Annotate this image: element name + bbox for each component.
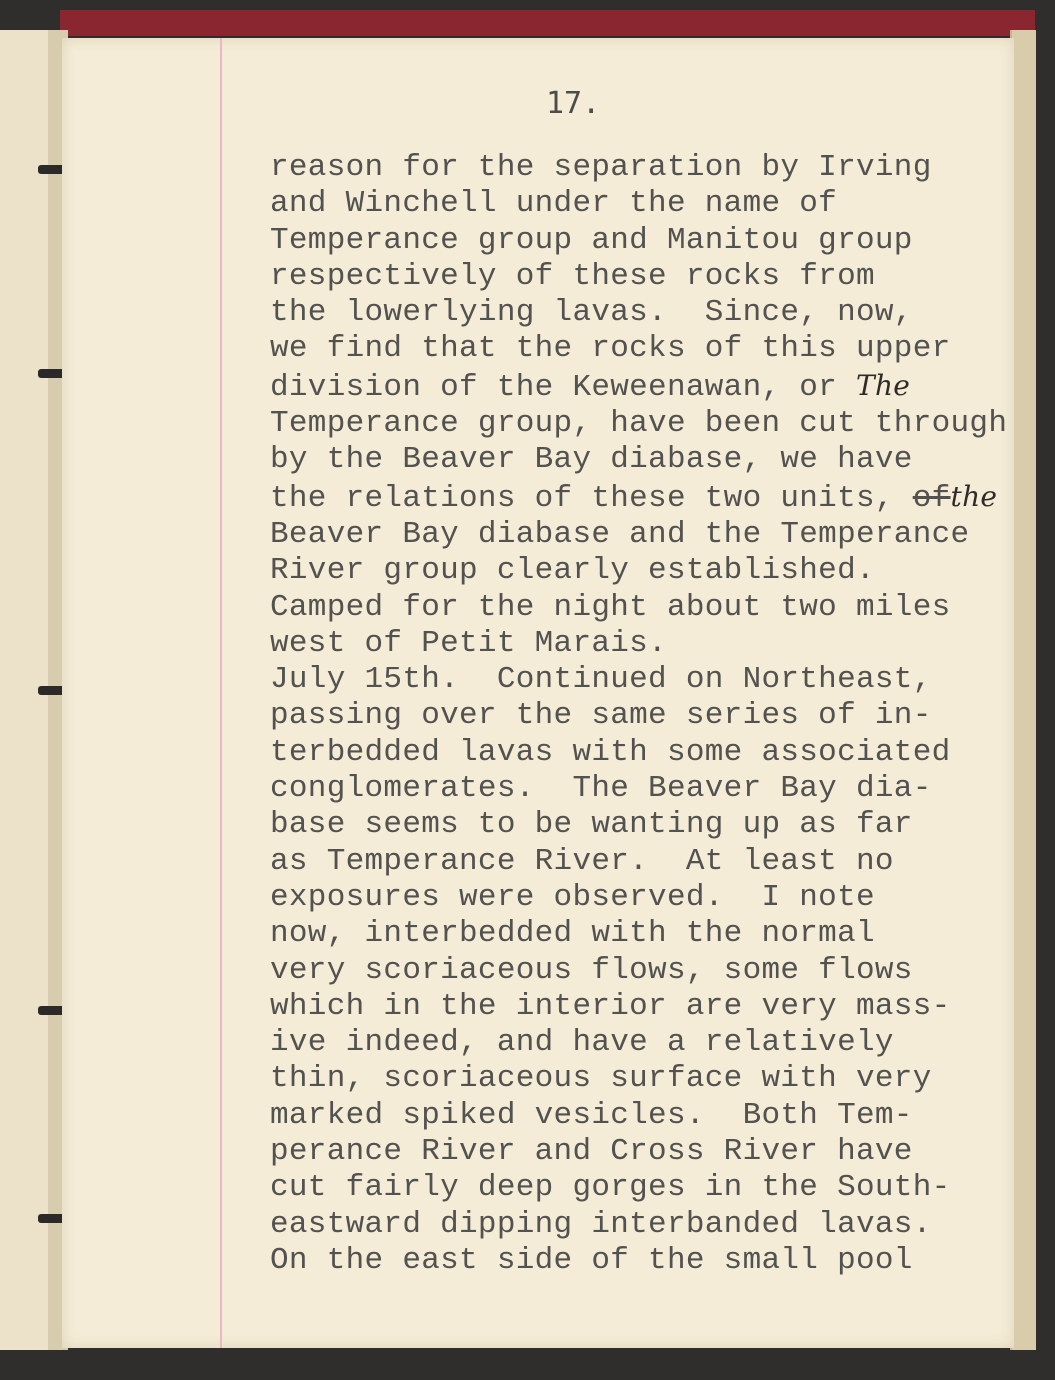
text-line: passing over the same series of in- xyxy=(270,698,932,734)
text-line: cut fairly deep gorges in the South- xyxy=(270,1170,951,1206)
text-line: respectively of these rocks from xyxy=(270,258,875,294)
text-line: we find that the rocks of this upper xyxy=(270,331,951,367)
handwritten-annotation: the xyxy=(950,479,998,513)
notebook-page xyxy=(62,38,1014,1348)
text-line: Beaver Bay diabase and the Temperance xyxy=(270,516,970,552)
text-line xyxy=(270,368,1010,406)
text-line xyxy=(270,479,1010,517)
text-line: reason for the separation by Irving xyxy=(270,150,932,185)
text-line: On the east side of the small pool xyxy=(270,1242,913,1278)
text-line: as Temperance River. At least no xyxy=(270,843,894,879)
text-line: by the Beaver Bay diabase, we have xyxy=(270,442,913,478)
text-line: Temperance group and Manitou group xyxy=(270,222,913,258)
text-line: ive indeed, and have a relatively xyxy=(270,1025,894,1061)
text-line: exposures were observed. I note xyxy=(270,879,875,915)
text-line: very scoriaceous flows, some flows xyxy=(270,952,913,988)
text-line-part: the relations of these two units, xyxy=(270,480,913,516)
text-line: terbedded lavas with some associated xyxy=(270,734,951,770)
page-number: 17. xyxy=(546,86,601,121)
text-line: River group clearly established. xyxy=(270,553,875,589)
text-line: and Winchell under the name of xyxy=(270,186,838,222)
text-line: west of Petit Marais. xyxy=(270,625,667,661)
handwritten-annotation: The xyxy=(856,368,911,402)
text-line: now, interbedded with the normal xyxy=(270,916,875,952)
text-line: the lowerlying lavas. Since, now, xyxy=(270,295,913,331)
text-line: thin, scoriaceous surface with very xyxy=(270,1061,932,1097)
text-line: July 15th. Continued on Northeast, xyxy=(270,662,932,698)
text-line-part: division of the Keweenawan, or xyxy=(270,369,856,405)
red-cover-edge xyxy=(60,10,1035,36)
typed-text xyxy=(270,150,1010,1279)
text-line: perance River and Cross River have xyxy=(270,1134,913,1170)
margin-rule xyxy=(220,38,222,1348)
text-line: eastward dipping interbanded lavas. xyxy=(270,1206,932,1242)
text-line: which in the interior are very mass- xyxy=(270,988,951,1024)
text-line: marked spiked vesicles. Both Tem- xyxy=(270,1097,913,1133)
text-line: conglomerates. The Beaver Bay dia- xyxy=(270,771,932,807)
text-line: Temperance group, have been cut through xyxy=(270,406,1008,442)
text-line: base seems to be wanting up as far xyxy=(270,807,913,843)
struck-out-word: of xyxy=(912,480,951,516)
text-line: Camped for the night about two miles xyxy=(270,589,951,625)
